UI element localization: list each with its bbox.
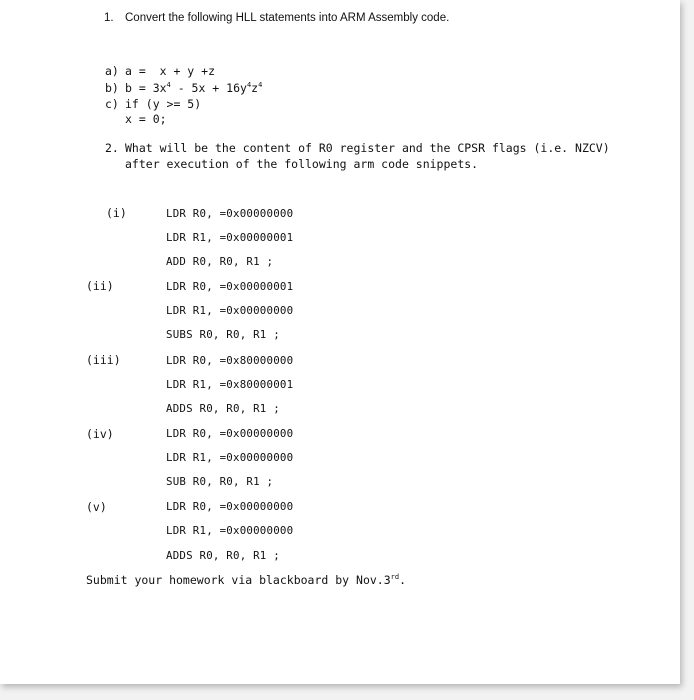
q1-number: 1. [104,12,114,24]
q1-item-c-line2: x = 0; [125,112,167,126]
submission-note: Submit your homework via blackboard by Nov.3rd. [86,573,407,587]
code-line: ADD R0, R0, R1 ; [166,255,274,268]
q2-line2: after execution of the following arm code snippets. [125,157,479,171]
q1-item-a-expr: a = x + y +z [125,64,216,78]
code-line: LDR R0, =0x00000000 [166,500,294,513]
q1-item-c-line1: if (y >= 5) [125,97,202,111]
code-line: SUBS R0, R0, R1 ; [166,328,280,341]
code-line: LDR R1, =0x00000001 [166,231,294,244]
code-line: LDR R1, =0x00000000 [166,524,294,537]
snippet-label: (iv) [86,427,114,441]
code-line: ADDS R0, R0, R1 ; [166,402,280,415]
q2-line1: What will be the content of R0 register and the CPSR flags (i.e. NZCV) [125,141,610,155]
code-line: ADDS R0, R0, R1 ; [166,549,280,562]
code-line: LDR R0, =0x00000000 [166,427,294,440]
snippet-label: (ii) [86,279,114,293]
q1-text: Convert the following HLL statements into ARM Assembly code. [125,12,450,24]
snippet-label: (v) [86,500,107,514]
q1-item-b-expr: $b = 3x^4 - 5x + 16y^4z^4$ [125,81,263,95]
code-line: LDR R1, =0x80000001 [166,378,294,391]
code-line: LDR R0, =0x00000001 [166,280,294,293]
q1-item-a-label: a) [105,64,119,78]
snippet-label: (iii) [86,353,121,367]
q1-item-c-label: c) [105,97,119,111]
snippet-label: (i) [106,206,127,220]
q1-item-b-label: b) [105,81,119,95]
code-line: LDR R1, =0x00000000 [166,304,294,317]
code-line: LDR R0, =0x80000000 [166,354,294,367]
code-line: LDR R0, =0x00000000 [166,207,294,220]
code-line: SUB R0, R0, R1 ; [166,475,274,488]
q2-number: 2. [105,141,119,155]
code-line: LDR R1, =0x00000000 [166,451,294,464]
